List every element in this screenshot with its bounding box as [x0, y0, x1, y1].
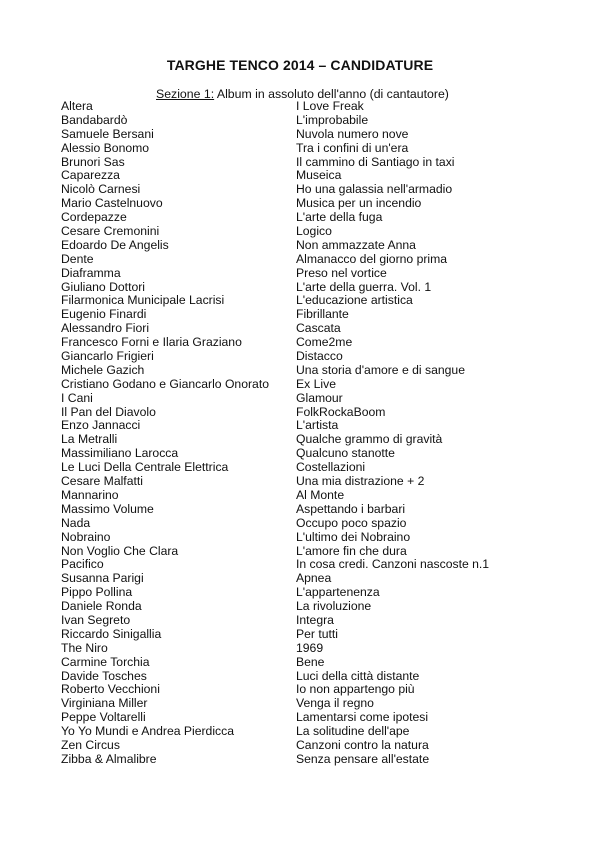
album-title: Glamour: [296, 391, 343, 405]
list-item: [61, 267, 581, 281]
artist-name: The Niro: [61, 641, 108, 655]
list-item: [61, 433, 581, 447]
artist-name: Le Luci Della Centrale Elettrica: [61, 461, 229, 475]
artist-name: La Metralli: [61, 433, 118, 447]
artist-name: Nobraino: [61, 530, 111, 544]
album-title: Canzoni contro la natura: [296, 738, 429, 752]
artist-name: Nada: [61, 516, 91, 530]
album-title: Al Monte: [296, 488, 345, 502]
album-title: FolkRockaBoom: [296, 405, 386, 419]
artist-name: Virginiana Miller: [61, 697, 148, 711]
album-title: L'improbabile: [296, 113, 369, 127]
section-description: Album in assoluto dell'anno (di cantautore): [214, 87, 449, 101]
section-label: Sezione 1:: [156, 87, 215, 101]
list-item: [61, 183, 581, 197]
album-title: Apnea: [296, 572, 332, 586]
artist-name: Diaframma: [61, 266, 121, 280]
album-title: Costellazioni: [296, 461, 366, 475]
artist-name: Yo Yo Mundi e Andrea Pierdicca: [61, 725, 235, 739]
list-item: [61, 336, 581, 350]
list-item: [61, 489, 581, 503]
album-title: Ex Live: [296, 377, 336, 391]
artist-name: Francesco Forni e Ilaria Graziano: [61, 336, 242, 350]
list-item: [61, 461, 581, 475]
album-title: Venga il regno: [296, 697, 374, 711]
album-title: I Love Freak: [296, 100, 364, 113]
list-item: [61, 100, 581, 114]
album-title: Per tutti: [296, 627, 338, 641]
artist-name: Alessandro Fiori: [61, 322, 150, 336]
album-title: Non ammazzate Anna: [296, 238, 416, 252]
list-item: [61, 739, 581, 753]
list-item: [61, 475, 581, 489]
list-item: [61, 572, 581, 586]
list-item: [61, 350, 581, 364]
list-item: [61, 114, 581, 128]
album-title: Io non appartengo più: [296, 683, 415, 697]
album-title: L'ultimo dei Nobraino: [296, 530, 411, 544]
artist-name: Pippo Pollina: [61, 586, 133, 600]
artist-name: Caparezza: [61, 169, 120, 183]
album-title: Ho una galassia nell'armadio: [296, 183, 453, 197]
album-title: Come2me: [296, 336, 353, 350]
list-item: [61, 253, 581, 267]
album-title: Cascata: [296, 322, 341, 336]
album-title: L'amore fin che dura: [296, 544, 407, 558]
album-title: In cosa credi. Canzoni nascoste n.1: [296, 558, 490, 572]
list-item: [61, 169, 581, 183]
artist-name: Daniele Ronda: [61, 600, 142, 614]
album-title: Senza pensare all'estate: [296, 752, 430, 766]
list-item: [61, 378, 581, 392]
artist-name: Samuele Bersani: [61, 127, 154, 141]
list-item: [61, 419, 581, 433]
album-title: Lamentarsi come ipotesi: [296, 711, 429, 725]
list-item: [61, 670, 581, 684]
album-title: Preso nel vortice: [296, 266, 387, 280]
list-item: [61, 197, 581, 211]
album-title: L'educazione artistica: [296, 294, 413, 308]
artist-name: Altera: [61, 100, 93, 113]
album-title: Museica: [296, 169, 342, 183]
list-item: [61, 364, 581, 378]
artist-name: Enzo Jannacci: [61, 419, 141, 433]
list-item: [61, 392, 581, 406]
list-item: [61, 447, 581, 461]
artist-name: Susanna Parigi: [61, 572, 144, 586]
list-item: [61, 128, 581, 142]
album-title: Una storia d'amore e di sangue: [296, 363, 465, 377]
artist-name: Giuliano Dottori: [61, 280, 145, 294]
artist-name: Michele Gazich: [61, 363, 145, 377]
list-item: [61, 642, 581, 656]
list-item: [61, 308, 581, 322]
artist-name: Massimo Volume: [61, 502, 154, 516]
album-title: Musica per un incendio: [296, 197, 422, 211]
album-title: Aspettando i barbari: [296, 502, 406, 516]
album-title: Logico: [296, 225, 332, 239]
artist-name: Peppe Voltarelli: [61, 711, 146, 725]
album-title: La rivoluzione: [296, 600, 372, 614]
list-item: [61, 406, 581, 420]
album-title: Bene: [296, 655, 325, 669]
artist-name: Il Pan del Diavolo: [61, 405, 156, 419]
album-title: L'arte della fuga: [296, 211, 383, 225]
artist-name: Non Voglio Che Clara: [61, 544, 179, 558]
album-title: L'artista: [296, 419, 339, 433]
artist-name: Mario Castelnuovo: [61, 197, 163, 211]
artist-name: Cordepazze: [61, 211, 127, 225]
artist-name: Ivan Segreto: [61, 613, 131, 627]
album-title: Integra: [296, 613, 334, 627]
artist-name: Pacifico: [61, 558, 104, 572]
list-item: [61, 628, 581, 642]
artist-name: Dente: [61, 252, 94, 266]
list-item: [61, 725, 581, 739]
artist-name: Carmine Torchia: [61, 655, 150, 669]
list-item: [61, 531, 581, 545]
list-item: [61, 656, 581, 670]
album-title: Occupo poco spazio: [296, 516, 407, 530]
artist-name: I Cani: [61, 391, 93, 405]
album-title: La solitudine dell'ape: [296, 725, 410, 739]
artist-name: Filarmonica Municipale Lacrisi: [61, 294, 225, 308]
list-item: [61, 753, 581, 767]
list-item: [61, 239, 581, 253]
album-title: Qualcuno stanotte: [296, 447, 395, 461]
album-title: Tra i confini di un'era: [296, 141, 409, 155]
list-item: [61, 142, 581, 156]
artist-name: Riccardo Sinigallia: [61, 627, 162, 641]
artist-name: Massimiliano Larocca: [61, 447, 179, 461]
candidate-list: [61, 100, 581, 767]
list-item: [61, 614, 581, 628]
list-item: [61, 697, 581, 711]
artist-name: Roberto Vecchioni: [61, 683, 160, 697]
list-item: [61, 294, 581, 308]
artist-name: Zibba & Almalibre: [61, 752, 157, 766]
list-item: [61, 600, 581, 614]
list-item: [61, 586, 581, 600]
album-title: Una mia distrazione + 2: [296, 475, 425, 489]
album-title: Nuvola numero nove: [296, 127, 409, 141]
artist-name: Eugenio Finardi: [61, 308, 147, 322]
list-item: [61, 558, 581, 572]
list-item: [61, 503, 581, 517]
artist-name: Nicolò Carnesi: [61, 183, 141, 197]
album-title: Qualche grammo di gravità: [296, 433, 443, 447]
artist-name: Cesare Cremonini: [61, 225, 160, 239]
album-title: L'appartenenza: [296, 586, 380, 600]
list-item: [61, 545, 581, 559]
artist-name: Cesare Malfatti: [61, 475, 143, 489]
artist-name: Alessio Bonomo: [61, 141, 150, 155]
document-title: TARGHE TENCO 2014 – CANDIDATURE: [166, 57, 434, 73]
list-item: [61, 156, 581, 170]
album-title: Almanacco del giorno prima: [296, 252, 448, 266]
artist-name: Mannarino: [61, 488, 119, 502]
artist-name: Zen Circus: [61, 738, 120, 752]
album-title: 1969: [296, 641, 324, 655]
list-item: [61, 281, 581, 295]
artist-name: Brunori Sas: [61, 155, 125, 169]
album-title: Fibrillante: [296, 308, 349, 322]
list-item: [61, 711, 581, 725]
artist-name: Cristiano Godano e Giancarlo Onorato: [61, 377, 269, 391]
artist-name: Bandabardò: [61, 113, 128, 127]
album-title: Il cammino di Santiago in taxi: [296, 155, 455, 169]
album-title: L'arte della guerra. Vol. 1: [296, 280, 432, 294]
list-item: [61, 211, 581, 225]
list-item: [61, 225, 581, 239]
artist-name: Davide Tosches: [61, 669, 147, 683]
album-title: Distacco: [296, 350, 343, 364]
artist-name: Edoardo De Angelis: [61, 238, 169, 252]
artist-name: Giancarlo Frigieri: [61, 350, 154, 364]
section-heading: [156, 87, 449, 101]
list-item: [61, 517, 581, 531]
album-title: Luci della città distante: [296, 669, 420, 683]
list-item: [61, 683, 581, 697]
list-item: [61, 322, 581, 336]
